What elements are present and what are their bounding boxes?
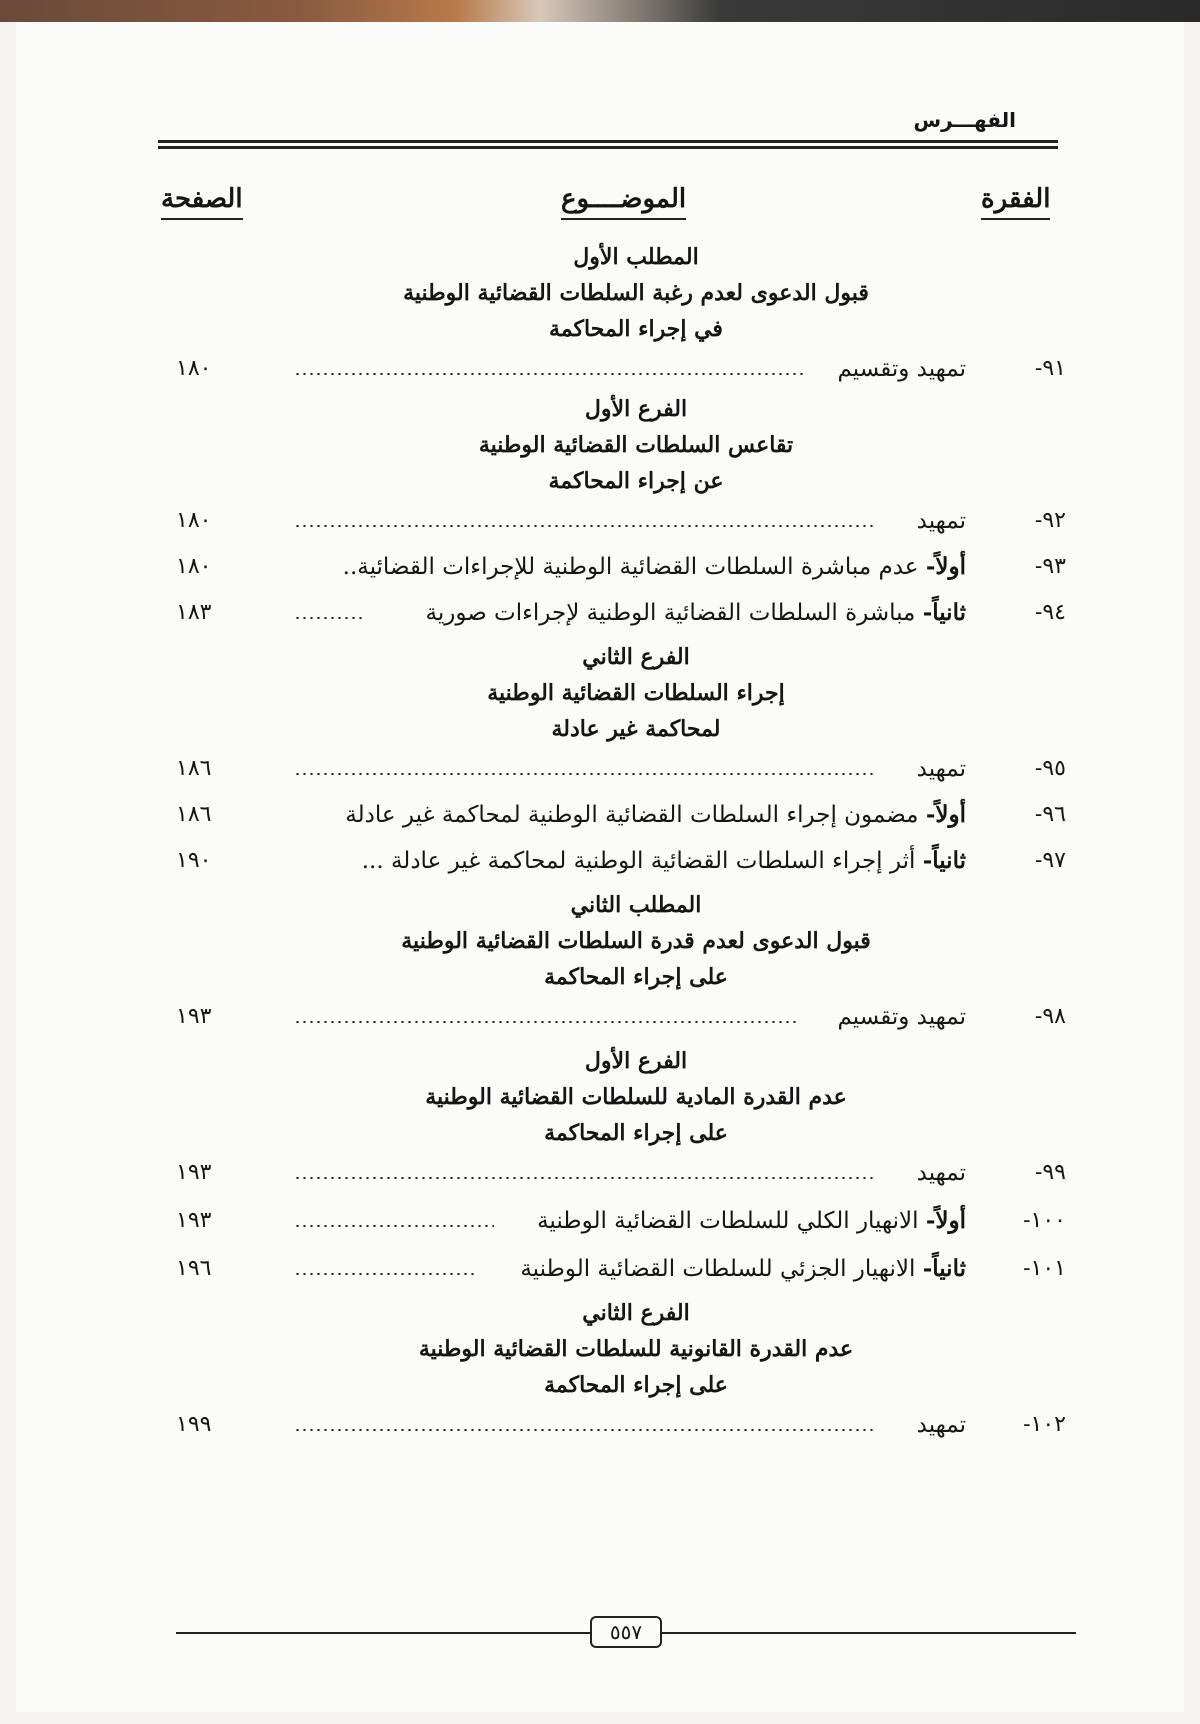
entry-number: ١٠٠- bbox=[1023, 1208, 1066, 1233]
toc-entry[interactable] bbox=[176, 1408, 1066, 1442]
entry-page: ١٩٠ bbox=[176, 848, 212, 873]
entry-number: ١٠١- bbox=[1023, 1256, 1066, 1281]
dot-leader bbox=[294, 773, 874, 775]
entry-title: تمهيد bbox=[916, 1160, 966, 1186]
toc-entry[interactable] bbox=[176, 596, 1066, 630]
dot-leader bbox=[294, 1429, 874, 1431]
entry-title: تمهيد bbox=[916, 1412, 966, 1438]
section-heading: عن إجراء المحاكمة bbox=[548, 468, 724, 494]
toc-entry[interactable] bbox=[176, 550, 1066, 584]
section-heading: لمحاكمة غير عادلة bbox=[551, 716, 721, 742]
entry-page: ١٩٣ bbox=[176, 1208, 212, 1233]
column-header-page: الصفحة bbox=[161, 182, 243, 220]
dot-leader bbox=[294, 1021, 799, 1023]
page-number: ٥٥٧ bbox=[590, 1616, 662, 1648]
column-header-topic: الموضــــوع bbox=[561, 182, 686, 220]
entry-number: ٩٥- bbox=[1034, 756, 1066, 781]
section-heading: إجراء السلطات القضائية الوطنية bbox=[487, 680, 785, 706]
entry-title: تمهيد bbox=[916, 756, 966, 782]
entry-title: تمهيد وتقسيم bbox=[837, 356, 966, 382]
toc-entry[interactable] bbox=[176, 798, 1066, 832]
section-heading: عدم القدرة القانونية للسلطات القضائية الوطنية bbox=[418, 1336, 854, 1362]
section-heading: على إجراء المحاكمة bbox=[544, 1372, 728, 1398]
entry-number: ٩٣- bbox=[1034, 554, 1066, 579]
section-heading: عدم القدرة المادية للسلطات القضائية الوطنية bbox=[425, 1084, 847, 1110]
entry-title: تمهيد وتقسيم bbox=[837, 1004, 966, 1030]
toc-entry[interactable] bbox=[176, 1000, 1066, 1034]
entry-page: ١٩٦ bbox=[176, 1256, 212, 1281]
dot-leader bbox=[294, 373, 804, 375]
toc-entry[interactable] bbox=[176, 1204, 1066, 1238]
toc-entry[interactable] bbox=[176, 844, 1066, 878]
section-heading: الفرع الثاني bbox=[582, 644, 690, 670]
book-page bbox=[16, 22, 1184, 1712]
section-heading: المطلب الأول bbox=[573, 244, 699, 270]
entry-title: ثانياً- أثر إجراء السلطات القضائية الوطنية لمحاكمة غير عادلة ... bbox=[361, 847, 966, 874]
entry-title: ثانياً- مباشرة السلطات القضائية الوطنية لإجراءات صورية bbox=[425, 599, 966, 626]
section-heading: المطلب الثاني bbox=[570, 892, 702, 918]
entry-number: ٩٧- bbox=[1034, 848, 1066, 873]
dot-leader bbox=[294, 1273, 474, 1275]
toc-entry[interactable] bbox=[176, 1252, 1066, 1286]
entry-number: ٩١- bbox=[1034, 356, 1066, 381]
toc-entry[interactable] bbox=[176, 352, 1066, 386]
entry-page: ١٩٩ bbox=[176, 1412, 212, 1437]
running-header: الفهـــرس bbox=[913, 108, 1016, 132]
section-heading: الفرع الثاني bbox=[582, 1300, 690, 1326]
toc-entry[interactable] bbox=[176, 1156, 1066, 1190]
dot-leader bbox=[294, 1177, 874, 1179]
entry-number: ٩٤- bbox=[1034, 600, 1066, 625]
column-header-paragraph: الفقرة bbox=[981, 182, 1050, 220]
scan-edge bbox=[0, 0, 1200, 22]
header-rule bbox=[158, 140, 1058, 149]
entry-number: ١٠٢- bbox=[1023, 1412, 1066, 1437]
section-heading: على إجراء المحاكمة bbox=[544, 1120, 728, 1146]
entry-page: ١٨٠ bbox=[176, 508, 212, 533]
entry-title: أولاً- الانهيار الكلي للسلطات القضائية الوطنية bbox=[537, 1207, 966, 1234]
section-heading: قبول الدعوى لعدم رغبة السلطات القضائية الوطنية bbox=[403, 280, 869, 306]
dot-leader bbox=[294, 525, 874, 527]
section-heading: تقاعس السلطات القضائية الوطنية bbox=[478, 432, 794, 458]
entry-number: ٩٢- bbox=[1034, 508, 1066, 533]
toc-content bbox=[16, 22, 1184, 1712]
section-heading: على إجراء المحاكمة bbox=[544, 964, 728, 990]
entry-page: ١٨٠ bbox=[176, 356, 212, 381]
toc-entry[interactable] bbox=[176, 504, 1066, 538]
entry-page: ١٨٦ bbox=[176, 802, 212, 827]
section-heading: الفرع الأول bbox=[584, 396, 688, 422]
dot-leader bbox=[294, 1225, 494, 1227]
dot-leader bbox=[294, 617, 364, 619]
entry-page: ١٩٣ bbox=[176, 1004, 212, 1029]
entry-number: ٩٩- bbox=[1034, 1160, 1066, 1185]
entry-number: ٩٦- bbox=[1034, 802, 1066, 827]
entry-page: ١٩٣ bbox=[176, 1160, 212, 1185]
entry-title: أولاً- مضمون إجراء السلطات القضائية الوطنية لمحاكمة غير عادلة bbox=[345, 801, 966, 828]
footer-rule-right bbox=[662, 1632, 1076, 1634]
toc-entry[interactable] bbox=[176, 752, 1066, 786]
section-heading: الفرع الأول bbox=[584, 1048, 688, 1074]
entry-title: أولاً- عدم مباشرة السلطات القضائية الوطنية للإجراءات القضائية.. bbox=[342, 553, 966, 580]
entry-page: ١٨٠ bbox=[176, 554, 212, 579]
entry-number: ٩٨- bbox=[1034, 1004, 1066, 1029]
footer-rule-left bbox=[176, 1632, 590, 1634]
section-heading: في إجراء المحاكمة bbox=[549, 316, 723, 342]
entry-page: ١٨٣ bbox=[176, 600, 212, 625]
entry-page: ١٨٦ bbox=[176, 756, 212, 781]
entry-title: ثانياً- الانهيار الجزئي للسلطات القضائية الوطنية bbox=[520, 1255, 966, 1282]
entry-title: تمهيد bbox=[916, 508, 966, 534]
section-heading: قبول الدعوى لعدم قدرة السلطات القضائية الوطنية bbox=[401, 928, 871, 954]
